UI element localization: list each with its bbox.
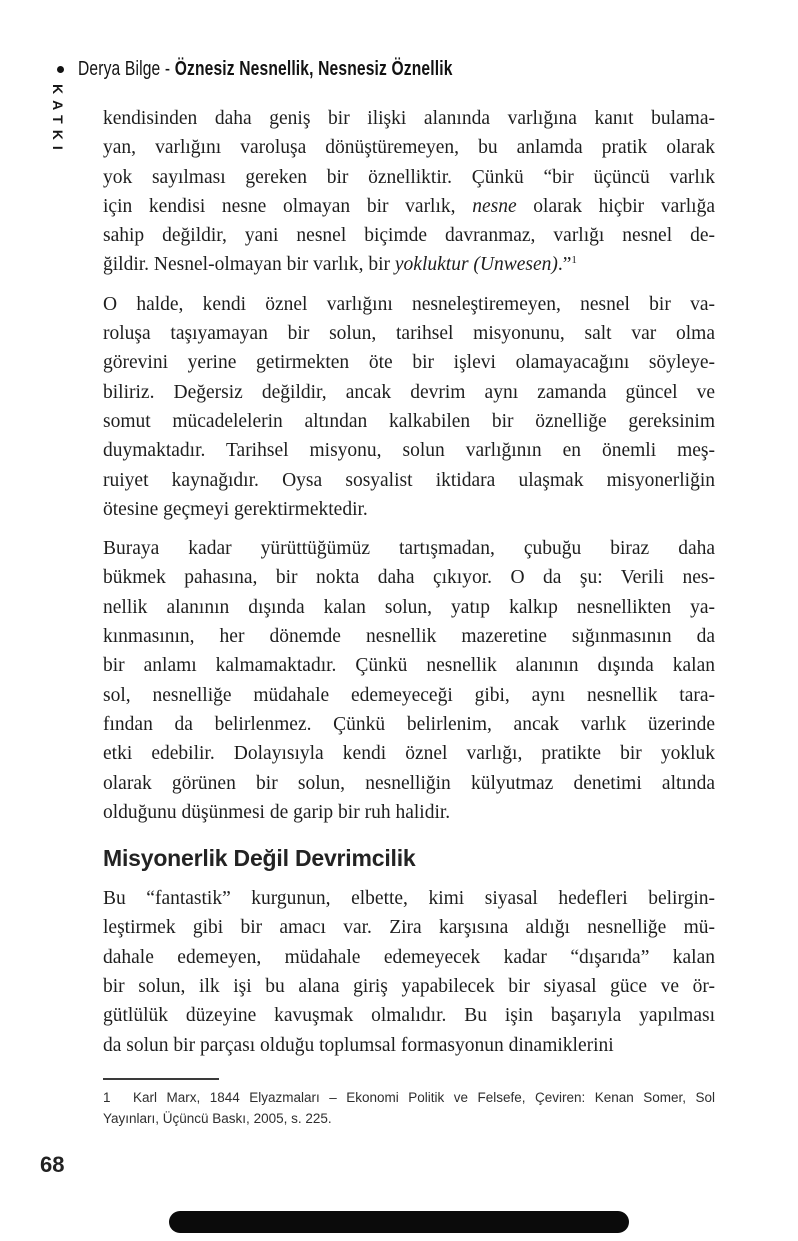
text-line: olarak görünen bir solun, nesnelliğin külyutmaz denetimi altında (103, 772, 715, 794)
bullet-icon (57, 66, 64, 73)
text-line: dahale edemeyen, müdahale edemeyecek kadar “dışarıda” kalan (103, 946, 715, 968)
text-line: olduğunu düşünmesi de garip bir ruh halidir. (103, 801, 451, 823)
running-header-text (78, 58, 453, 81)
text-line: bükmek pahasına, bir nokta daha çıkıyor. O da şu: Verili nes- (103, 567, 715, 589)
paragraph (103, 290, 715, 524)
text-line: biliriz. Değersiz değildir, ancak devrim aynı zamanda güncel ve (103, 381, 715, 403)
text-line: da solun bir parçası olduğu toplumsal formasyonun dinamiklerini (103, 1034, 614, 1056)
text-line: nellik alanının dışında kalan solun, yatıp kalkıp nesnellikten ya- (103, 596, 715, 618)
text-line: gütlülük düzeyine kavuşmak olmalıdır. Bu işin başarıyla yapılması (103, 1005, 715, 1027)
text-line: Bu “fantastik” kurgunun, elbette, kimi siyasal hedefleri belirgin- (103, 888, 715, 910)
paragraph (103, 884, 715, 1060)
header-separator: - (160, 57, 175, 80)
footnote-text-continued: Yayınları, Üçüncü Baskı, 2005, s. 225. (103, 1110, 332, 1126)
text-line: görevini yerine getirmekten öte bir işlevi olamayacağını söyleye- (103, 352, 715, 374)
text-line: için kendisi nesne olmayan bir varlık, nesne olarak hiçbir varlığa (103, 195, 715, 217)
paragraph (103, 534, 715, 827)
text-line: bir solun, ilk işi bu alana giriş yapabilecek bir siyasal güce ve ör- (103, 976, 715, 998)
text-line: yan, varlığını varoluşa dönüştüremeyen, bu anlamda pratik olarak (103, 137, 715, 159)
running-header (57, 58, 558, 80)
page-number: 68 (40, 1152, 65, 1177)
text-line: sol, nesnelliğe müdahale edemeyeceği gibi, aynı nesnellik tara- (103, 684, 715, 706)
footnote (103, 1078, 715, 1129)
text-line: duymaktadır. Tarihsel misyonu, solun varlığının en önemli meş- (103, 440, 715, 462)
text-line: yok sayılması gereken bir öznelliktir. Çünkü “bir üçüncü varlık (103, 166, 715, 188)
text-line: ruiyet kaynağıdır. Oysa sosyalist iktidara ulaşmak misyonerliğin (103, 469, 715, 491)
body-column (103, 104, 715, 1070)
footnote-line (103, 1087, 715, 1108)
text-line: ğildir. Nesnel-olmayan bir varlık, bir yokluktur (Unwesen).”$^1$ (103, 254, 577, 276)
text-line: O halde, kendi öznel varlığını nesneleştiremeyen, nesnel bir va- (103, 293, 715, 315)
text-line: fından da belirlenmez. Çünkü belirlenim, ancak varlık üzerinde (103, 713, 715, 735)
text-line: sahip değildir, yani nesnel biçimde davranmaz, varlığı nesnel de- (103, 225, 715, 247)
section-heading: Misyonerlik Değil Devrimcilik (103, 845, 416, 872)
text-line: bir anlamı kalmamaktadır. Çünkü nesnellik alanının dışında kalan (103, 655, 715, 677)
text-line: roluşa taşıyamayan bir solun, tarihsel misyonunu, salt var olma (103, 323, 715, 345)
header-author: Derya Bilge (78, 57, 161, 80)
paragraph (103, 104, 715, 280)
footnote-divider (103, 1078, 219, 1080)
text-line: somut mücadelelerin altından kalkabilen bir öznelliğe gereksinim (103, 410, 715, 432)
text-line: Buraya kadar yürüttüğümüz tartışmadan, çubuğu biraz daha (103, 538, 715, 560)
home-indicator[interactable] (169, 1211, 629, 1233)
text-line: kınmasının, her dönemde nesnellik mazeretine sığınmasının da (103, 626, 715, 648)
text-line: kendisinden daha geniş bir ilişki alanında varlığına kanıt bulama- (103, 108, 715, 129)
text-line: leştirmek gibi bir amacı var. Zira karşısına aldığı nesnelliğe mü- (103, 917, 715, 939)
footnote-text: Karl Marx, 1844 Elyazmaları – Ekonomi Politik ve Felsefe, Çeviren: Kenan Somer, Sol (133, 1089, 715, 1105)
footnote-number: 1 (103, 1089, 111, 1105)
text-line: etki edebilir. Dolayısıyla kendi öznel varlığı, pratikte bir yokluk (103, 743, 715, 765)
margin-section-label: KATKI (50, 84, 66, 156)
text-line: ötesine geçmeyi gerektirmektedir. (103, 498, 368, 520)
header-book-title: Öznesiz Nesnellik, Nesnesiz Öznellik (174, 57, 453, 80)
